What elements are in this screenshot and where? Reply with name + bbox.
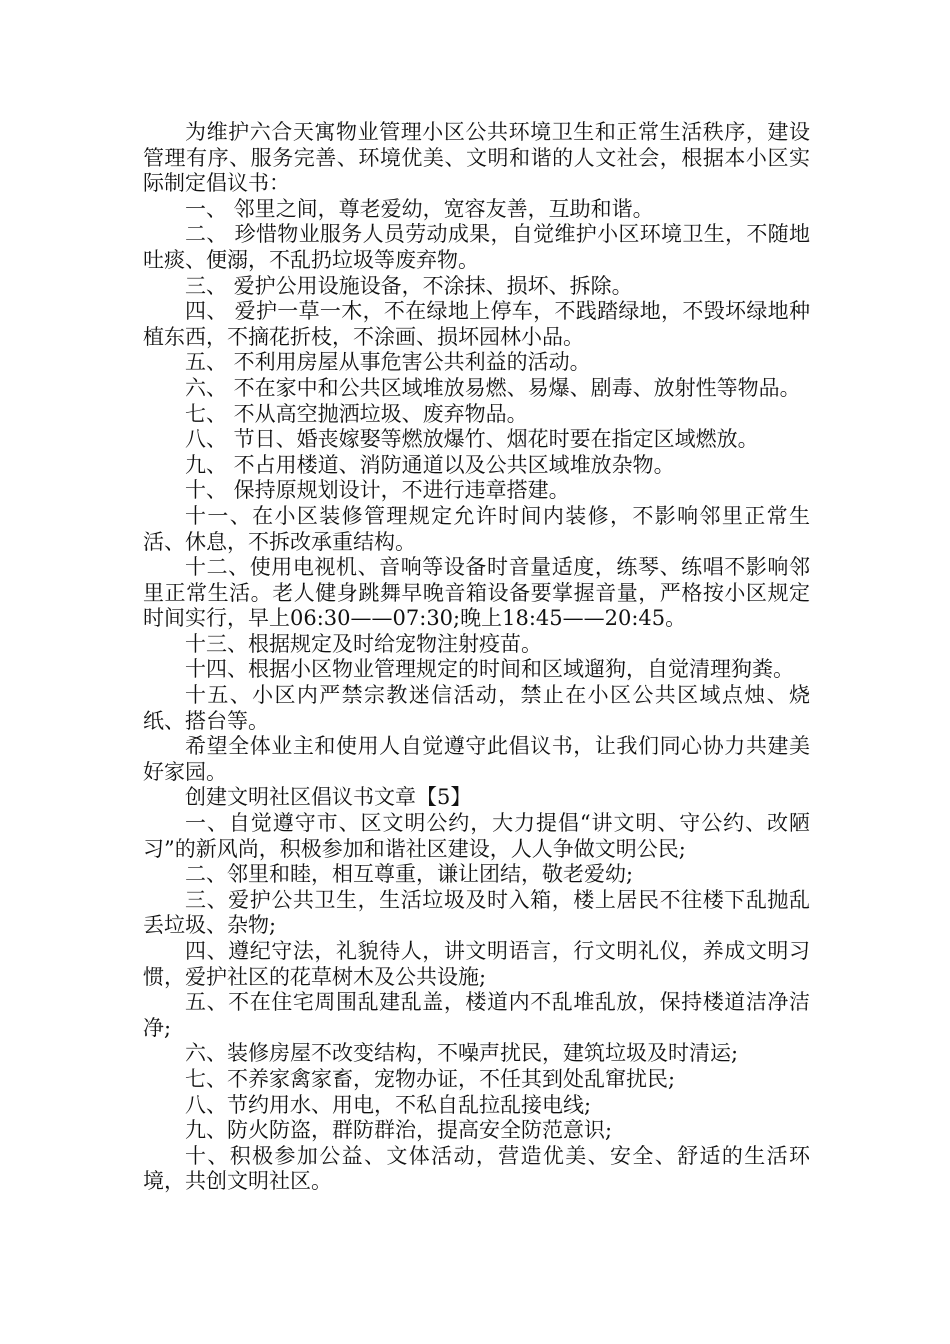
section2-item-8: 八、节约用水、用电，不私自乱拉乱接电线;: [185, 1092, 592, 1117]
article-9: 九、 不占用楼道、消防通道以及公共区域堆放杂物。: [185, 452, 675, 477]
article-6: 六、 不在家中和公共区域堆放易燃、易爆、剧毒、放射性等物品。: [185, 375, 801, 400]
intro-paragraph: 为维护六合天寓物业管理小区公共环境卫生和正常生活秩序，建设管理有序、服务完善、环境优美、文明和谐的人文社会，根据本小区实际制定倡议书：: [143, 120, 810, 196]
section2-item-9: 九、防火防盗，群防群治，提高安全防范意识;: [185, 1118, 613, 1143]
article-7: 七、 不从高空抛洒垃圾、废弃物品。: [185, 401, 528, 426]
section2-item-10: 十、积极参加公益、文体活动，营造优美、安全、舒适的生活环境，共创文明社区。: [143, 1143, 810, 1194]
closing-paragraph: 希望全体业主和使用人自觉遵守此倡议书，让我们同心协力共建美好家园。: [143, 734, 810, 784]
section2-item-5: 五、不在住宅周围乱建乱盖，楼道内不乱堆乱放，保持楼道洁净洁净;: [143, 990, 810, 1040]
article-1: 一、 邻里之间，尊老爱幼，宽容友善，互助和谐。: [185, 196, 654, 221]
article-12: 十二、使用电视机、音响等设备时音量适度，练琴、练唱不影响邻里正常生活。老人健身跳舞早晚音箱设备要掌握音量，严格按小区规定时间实行，早上06:30——07:30;晚上18:45——20:45。: [143, 555, 810, 631]
section2-item-6: 六、装修房屋不改变结构，不噪声扰民，建筑垃圾及时清运;: [185, 1041, 739, 1066]
section-heading: 创建文明社区倡议书文章【5】: [185, 785, 472, 810]
section2-item-4: 四、遵纪守法，礼貌待人，讲文明语言，行文明礼仪，养成文明习惯，爱护社区的花草树木及公共设施;: [143, 939, 810, 989]
article-4: 四、 爱护一草一木，不在绿地上停车，不践踏绿地，不毁坏绿地种植东西，不摘花折枝，不涂画、损坏园林小品。: [143, 299, 810, 349]
section2-item-2: 二、邻里和睦，相互尊重，谦让团结，敬老爱幼;: [185, 862, 634, 887]
article-10: 十、 保持原规划设计，不进行违章搭建。: [185, 478, 570, 503]
article-13: 十三、根据规定及时给宠物注射疫苗。: [185, 631, 542, 656]
article-14: 十四、根据小区物业管理规定的时间和区域遛狗，自觉清理狗粪。: [185, 657, 794, 682]
document-body: [143, 120, 810, 1195]
section2-item-1: 一、自觉遵守市、区文明公约，大力提倡“讲文明、守公约、改陋习”的新风尚，积极参加和谐社区建设，人人争做文明公民;: [143, 811, 810, 861]
article-2: 二、 珍惜物业服务人员劳动成果，自觉维护小区环境卫生，不随地吐痰、便溺，不乱扔垃圾等废弃物。: [143, 222, 810, 272]
article-11: 十一、在小区装修管理规定允许时间内装修，不影响邻里正常生活、休息，不拆改承重结构。: [143, 503, 810, 554]
section2-item-3: 三、爱护公共卫生，生活垃圾及时入箱，楼上居民不往楼下乱抛乱丢垃圾、杂物;: [143, 887, 810, 938]
article-5: 五、 不利用房屋从事危害公共利益的活动。: [185, 350, 591, 375]
article-8: 八、 节日、婚丧嫁娶等燃放爆竹、烟花时要在指定区域燃放。: [185, 427, 759, 452]
article-15: 十五、小区内严禁宗教迷信活动，禁止在小区公共区域点烛、烧纸、搭台等。: [143, 683, 810, 733]
section2-item-7: 七、不养家禽家畜，宠物办证，不任其到处乱窜扰民;: [185, 1066, 676, 1091]
article-3: 三、 爱护公用设施设备，不涂抹、损坏、拆除。: [185, 273, 633, 298]
